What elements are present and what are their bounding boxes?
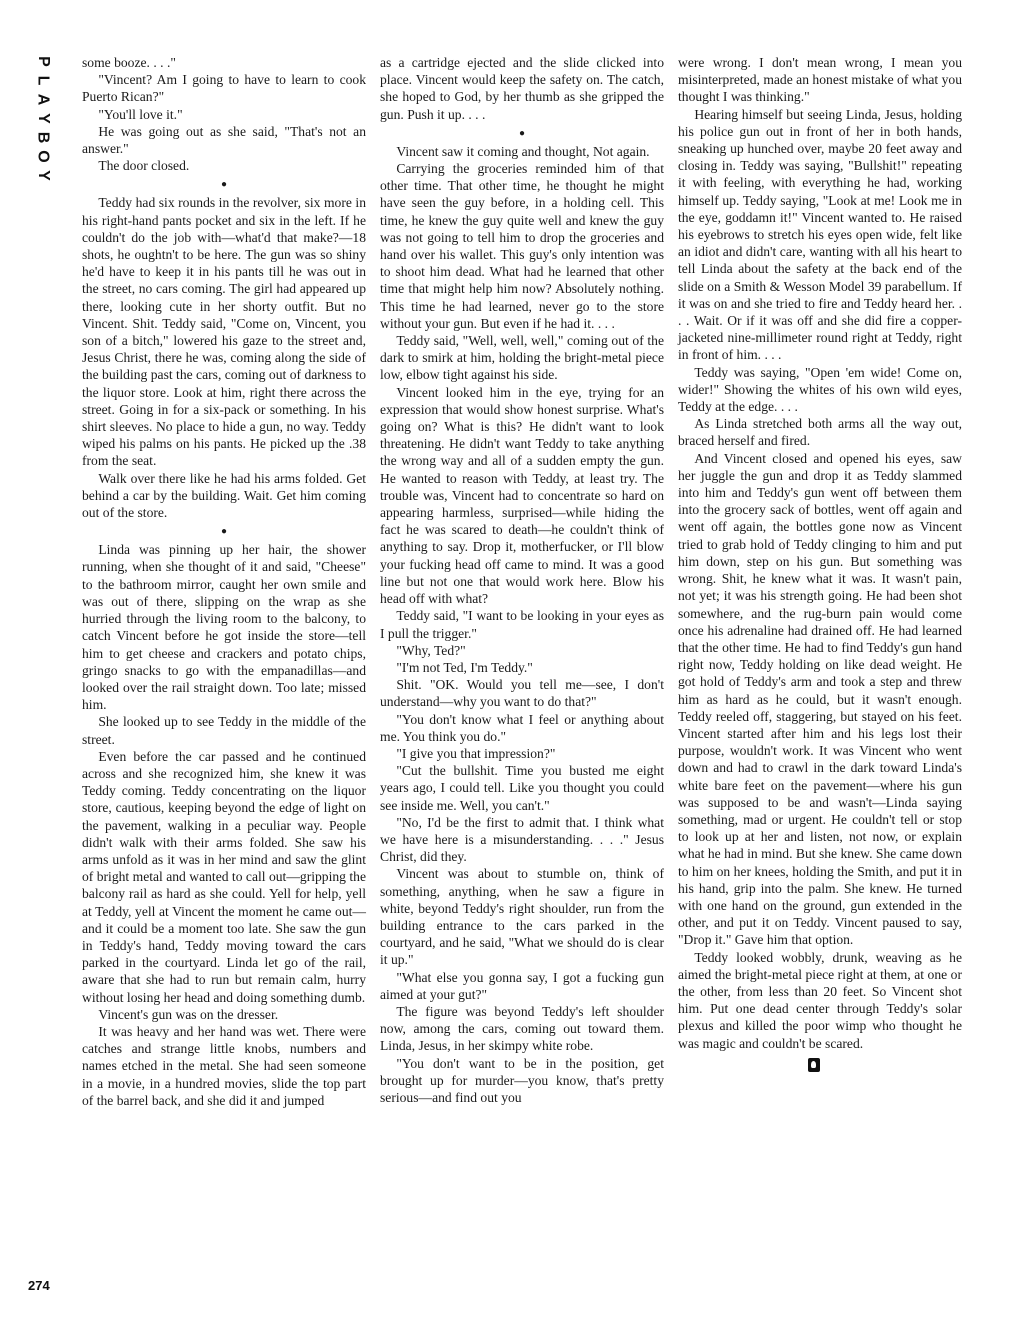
paragraph: "I'm not Ted, I'm Teddy."	[396, 659, 533, 675]
paragraph: "No, I'd be the first to admit that. I think what we have here is a misunderstanding. . . ." Jesus Christ, did they.	[380, 814, 664, 865]
page-number: 274	[28, 1278, 50, 1293]
paragraph: Walk over there like he had his arms folded. Get behind a car by the building. Wait. Get him coming out of the store.	[82, 470, 366, 521]
paragraph: "You'll love it."	[98, 106, 183, 122]
paragraph: "I give you that impression?"	[396, 745, 556, 761]
paragraph: Linda was pinning up her hair, the shower running, when she thought of it and said, "Cheese" to the bathroom mirror, caught her own smile and was out of there, slipping on the wrap as she hurried through the living room to the balcony, to catch Vincent before he got inside the store—tell him to get cheese and crackers and potato chips, gringo snacks to go with the empanadillas—and looked over the rail straight down. Too late; missed him.	[82, 542, 366, 713]
paragraph: Teddy had six rounds in the revolver, six more in his right-hand pants pocket and six in the left. If he couldn't do the job with—what'd that make?—18 shots, he oughtn't to be here. The gun was so shiny he'd have to keep it in his pants till he was out in the street, no cars coming. The girl had appeared up there, looking cute in her shorty outfit. But no Vincent. Shit. Teddy said, "Come on, Vincent, you son of a bitch," lowered his gaze to the street and, Jesus Christ, there he was, coming along the side of the building past the cars, coming out of darkness to the liquor store. Look at him, right there across the street. Going in for a six-pack or something. In his shirt sleeves. No place to hide a gun, no way. Teddy wiped his palms on his pants. He picked up the .38 from the seat.	[82, 195, 366, 469]
text-column-2	[380, 54, 664, 1106]
runner-letter: P	[34, 56, 52, 67]
paragraph: Shit. "OK. Would you tell me—see, I don't understand—why you want to do that?"	[380, 677, 664, 710]
paragraph: She looked up to see Teddy in the middle of the street.	[82, 714, 366, 747]
paragraph: "Vincent? Am I going to have to learn to cook Puerto Rican?"	[82, 72, 366, 105]
paragraph: "What else you gonna say, I got a fucking gun aimed at your gut?"	[380, 969, 664, 1002]
paragraph: Teddy was saying, "Open 'em wide! Come on, wider!" Showing the whites of his own wild eyes, Teddy at the edge. . . .	[678, 364, 962, 415]
text-column-1	[82, 54, 366, 1109]
runner-letter: O	[34, 150, 52, 163]
paragraph: Vincent looked him in the eye, trying for an expression that would show honest surprise. What's going on? What is this? He didn't want to look threatening. He didn't want Teddy to take anything the wrong way and all of a sudden empty the gun. He wanted to reason with Teddy, at least try. The trouble was, Vincent had to concentrate so hard on appearing harmless, surprised—while hiding the fact he was scared to death—he couldn't think of anything to say. Drop it, motherfucker, or I'll blow your fucking head off came to mind. It was a good line but not one that would work here. Blow his head off with what?	[380, 384, 664, 607]
paragraph: Even before the car passed and he continued across and she recognized him, she knew it was Teddy coming. Teddy concentrating on the liquor store, cautious, keeping beyond the edge of light on the pavement, walking in a peculiar way. People didn't walk with their arms folded. She saw his arms unfold as it was in her mind and saw the glint of bright metal and wanted to call out—gripping the balcony rail as hard as she could. Yell for help, yell at Teddy, yell at Vincent the moment he came out—and it could be a moment too late. She saw the gun in Teddy's hand, Teddy moving toward the cars parked in the courtyard. Linda let go of the rail, aware that she had to run but remain calm, hurry without losing her head and doing something dumb.	[82, 748, 366, 1005]
magazine-runner	[30, 52, 56, 185]
paragraph: Teddy said, "I want to be looking in your eyes as I pull the trigger."	[380, 608, 664, 641]
paragraph: Teddy looked wobbly, drunk, weaving as he aimed the bright-metal piece right at them, at one or the other, from less than 20 feet. So Vincent shot him. Put one dead center through Teddy's solar plexus and killed the poor wimp who thought he was magic and couldn't be scared.	[678, 949, 962, 1051]
paragraph: Vincent saw it coming and thought, Not again.	[396, 143, 650, 159]
runner-letter: B	[34, 131, 52, 144]
runner-letter: Y	[34, 113, 52, 124]
paragraph: some booze. . . ."	[82, 55, 176, 70]
paragraph: Carrying the groceries reminded him of that other time. That other time, he thought he might have seen the guy before, in a holding cell. This time, he knew the guy quite well and knew the guy was not going to tell him to drop the groceries and hand over his wallet. This guy's only intention was to shoot him dead. What had he learned that other time that might help him now? Absolutely nothing. This time he had learned, never go to the store without your gun. But even if he had it. . . .	[380, 161, 664, 331]
paragraph: "You don't want to be in the position, get brought up for murder—you know, that's pretty serious—and find out you	[380, 1055, 664, 1105]
paragraph: Vincent was about to stumble on, think of something, anything, when he saw a figure in white, beyond Teddy's right shoulder, run from the building entrance to the cars parked in the courtyard, and he said, "What we should do is clear it up."	[380, 866, 664, 968]
text-column-3	[678, 54, 962, 1076]
paragraph: Hearing himself but seeing Linda, Jesus, holding his police gun out in front of her in both hands, sneaking up hunched over, maybe 20 feet away and closing in. Teddy was saying, "Bullshit!" repeating it with feeling, with everything he had, working himself up. Teddy saying, "Look at me! Look me in the eye, goddamn it!" Vincent wanted to. He raised his eyebrows to stretch his eyes open wide, felt like an idiot and didn't care, wanting with all his heart to tell Linda about the safety at the back end of the slide on a Smith & Wesson Model 39 parabellum. If it was on and she tried to fire and Teddy heard her. . . . Wait. Or if it was off and she did fire a copper-jacketed nine-millimeter round right at Teddy, right in front of him. . . .	[678, 106, 962, 363]
paragraph: As Linda stretched both arms all the way out, braced herself and fired.	[678, 416, 962, 449]
paragraph: "You don't know what I feel or anything about me. You think you do."	[380, 711, 664, 744]
paragraph: Teddy said, "Well, well, well," coming out of the dark to smirk at him, holding the bright-metal piece low, elbow tight against his side.	[380, 333, 664, 383]
paragraph: He was going out as she said, "That's not an answer."	[82, 123, 366, 157]
paragraph: "Cut the bullshit. Time you busted me eight years ago, I could tell. Like you thought you could see inside me. Well, you can't."	[380, 763, 664, 813]
bunny-end-mark-icon	[808, 1058, 820, 1072]
paragraph: "Why, Ted?"	[396, 642, 466, 658]
paragraph: The door closed.	[98, 158, 190, 174]
paragraph: It was heavy and her hand was wet. There were catches and strange little knobs, numbers and names etched in the metal. She had seen someone in a movie, in a hundred movies, slide the top part of the barrel back, and she did it and jumped	[82, 1023, 366, 1108]
paragraph: And Vincent closed and opened his eyes, saw her juggle the gun and drop it as Teddy slammed into him and Teddy's gun went off between them into the grocery sack of bottles, went off again and went off again, the bottles gone now as Vincent tried to grab hold of Teddy clinging to him and put him down, step on his gun. But something was wrong. Shit, he knew what it was. It wasn't pain, not yet; it was his strength going. He had been shot somewhere, and the rug-burn pain would come once his adrenaline had drained off. He had learned that the other time. He had to find Teddy's gun hand right now, Teddy holding on like dead weight. He got hold of Teddy's arm and took a step and threw him as hard as he could, but it wasn't enough. Teddy reeled off, staggering, but stayed on his feet. Vincent started after him and his legs lost their purpose, wouldn't work. It was Vincent who went down and had to crawl in the dark toward Linda's white bare feet on the pavement—where his gun was supposed to be and wasn't—Linda saying something, mad or urgent. He couldn't tell or stop to look up at her and listen, not now, or explain what he had in mind. But she knew. She came down to him on her knees, holding the Smith, and put it in his hand, grip into the palm. She knew. He turned with one hand on the ground, gun extended in the other, and put it on Teddy. Vincent paused to say, "Drop it." Gave him that option.	[678, 450, 962, 948]
section-separator: ●	[220, 179, 228, 191]
paragraph: were wrong. I don't mean wrong, I mean you misinterpreted, made an honest mistake of what you thought I was thinking."	[678, 55, 962, 105]
paragraph: Vincent's gun was on the dresser.	[98, 1006, 279, 1022]
paragraph: as a cartridge ejected and the slide clicked into place. Vincent would keep the safety on. The catch, she hoped to God, by her thumb as she gripped the gun. Push it up. . . .	[380, 55, 664, 122]
section-separator: ●	[220, 526, 228, 538]
runner-letter: Y	[34, 170, 52, 181]
paragraph: The figure was beyond Teddy's left shoulder now, among the cars, coming out toward them. Linda, Jesus, in her skimpy white robe.	[380, 1003, 664, 1054]
runner-letter: A	[34, 93, 52, 106]
section-separator: ●	[518, 127, 526, 139]
runner-letter: L	[34, 75, 52, 86]
